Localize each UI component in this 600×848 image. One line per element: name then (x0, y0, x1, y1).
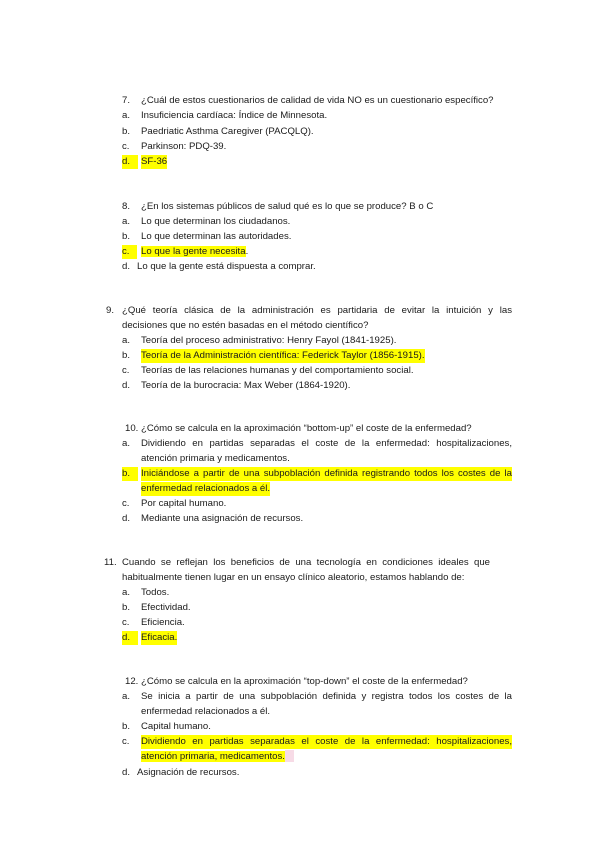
option-letter: c. (122, 365, 130, 376)
option-letter: a. (122, 438, 131, 449)
option-text: enfermedad relacionados a él. (141, 706, 271, 717)
option-letter: a. (122, 335, 131, 346)
option-letter: d. (122, 513, 131, 524)
option-text: Eficiencia. (141, 617, 185, 628)
option-text: Asignación de recursos. (137, 767, 240, 778)
option-text: Teoría de la burocracia: Max Weber (1864-1920). (141, 380, 351, 391)
option-text-wrapper (141, 750, 294, 764)
option-text-highlighted: SF-36 (141, 156, 168, 167)
option-text: Parkinson: PDQ-39. (141, 141, 227, 152)
option-text: Lo que determinan los ciudadanos. (141, 216, 291, 227)
question-text: ¿Cómo se calcula en la aproximación “bottom-up” el coste de la enfermedad? (141, 423, 472, 434)
option-letter: d. (122, 631, 138, 645)
option-text-wrapper (141, 437, 512, 451)
option-text: Lo que determinan las autoridades. (141, 231, 292, 242)
option-text: Efectividad. (141, 602, 191, 613)
option-letter: c. (122, 141, 130, 152)
question-number: 8. (122, 201, 131, 212)
question-text-wrapper (122, 556, 490, 570)
question-text: ¿Qué teoría clásica de la administración es partidaria de evitar la intuición y las (122, 305, 512, 316)
option-letter: a. (122, 110, 131, 121)
question-text: ¿En los sistemas públicos de salud qué es lo que se produce? B o C (141, 201, 434, 212)
option-text: Teorías de las relaciones humanas y del comportamiento social. (141, 365, 414, 376)
option-letter: c. (122, 498, 130, 509)
option-text-highlighted: Teoría de la Administración científica: Federick Taylor (1856-1915). (141, 350, 425, 361)
option-text-wrapper (141, 735, 512, 749)
option-text: Capital humano. (141, 721, 211, 732)
option-text: Por capital humano. (141, 498, 227, 509)
question-text: ¿Cuál de estos cuestionarios de calidad de vida NO es un cuestionario específico? (141, 95, 494, 106)
option-letter: b. (122, 350, 131, 361)
question-number: 7. (122, 95, 131, 106)
option-letter: b. (122, 467, 138, 481)
option-text: Paedriatic Asthma Caregiver (PACQLQ). (141, 126, 314, 137)
option-text-highlighted: Iniciándose a partir de una subpoblación definida registrando todos los costes de la (141, 468, 512, 479)
option-text: Se inicia a partir de una subpoblación definida y registra todos los costes de la (141, 691, 512, 702)
option-letter: d. (122, 380, 131, 391)
option-text: Insuficiencia cardíaca: Índice de Minnesota. (141, 110, 328, 121)
option-text-highlighted: Lo que la gente necesita (141, 246, 246, 257)
question-text: decisiones que no estén basadas en el método científico? (122, 320, 369, 331)
option-text: Dividiendo en partidas separadas el coste de la enfermedad: hospitalizaciones, (141, 438, 512, 449)
option-text-highlighted: atención primaria, medicamentos. (141, 751, 285, 762)
option-letter: a. (122, 691, 131, 702)
option-letter: d. (122, 155, 138, 169)
question-number: 10. (125, 423, 139, 434)
option-text-wrapper (141, 690, 512, 704)
question-text: habitualmente tienen lugar en un ensayo clínico aleatorio, estamos hablando de: (122, 572, 465, 583)
question-text-wrapper (122, 304, 512, 318)
option-letter: d. (122, 261, 131, 272)
option-text-wrapper (141, 467, 512, 481)
option-text: Todos. (141, 587, 170, 598)
option-letter: a. (122, 216, 131, 227)
question-number: 11. (104, 557, 117, 568)
option-text: Mediante una asignación de recursos. (141, 513, 304, 524)
option-text: atención primaria y medicamentos. (141, 453, 290, 464)
question-text: ¿Cómo se calcula en la aproximación “top-down” el coste de la enfermedad? (141, 676, 468, 687)
option-text-highlighted: enfermedad relacionados a él. (141, 483, 271, 494)
option-text-highlighted: Dividiendo en partidas separadas el coste de la enfermedad: hospitalizaciones, (141, 736, 512, 747)
option-text-suffix: . (245, 246, 249, 257)
option-letter: c. (122, 245, 137, 259)
option-text: Teoría del proceso administrativo: Henry Fayol (1841-1925). (141, 335, 397, 346)
option-letter: c. (122, 617, 130, 628)
option-letter: b. (122, 231, 131, 242)
option-letter: d. (122, 767, 131, 778)
option-text: Lo que la gente está dispuesta a comprar. (137, 261, 316, 272)
pink-mark (285, 750, 294, 762)
question-number: 12. (125, 676, 139, 687)
option-text-highlighted: Eficacia. (141, 632, 178, 643)
option-letter: c. (122, 736, 130, 747)
question-number: 9. (106, 305, 115, 316)
option-letter: a. (122, 587, 131, 598)
option-letter: b. (122, 721, 131, 732)
option-letter: b. (122, 602, 131, 613)
option-letter: b. (122, 126, 131, 137)
option-text-wrapper (141, 245, 248, 259)
question-text: Cuando se reflejan los beneficios de una tecnología en condiciones ideales que (122, 557, 490, 568)
